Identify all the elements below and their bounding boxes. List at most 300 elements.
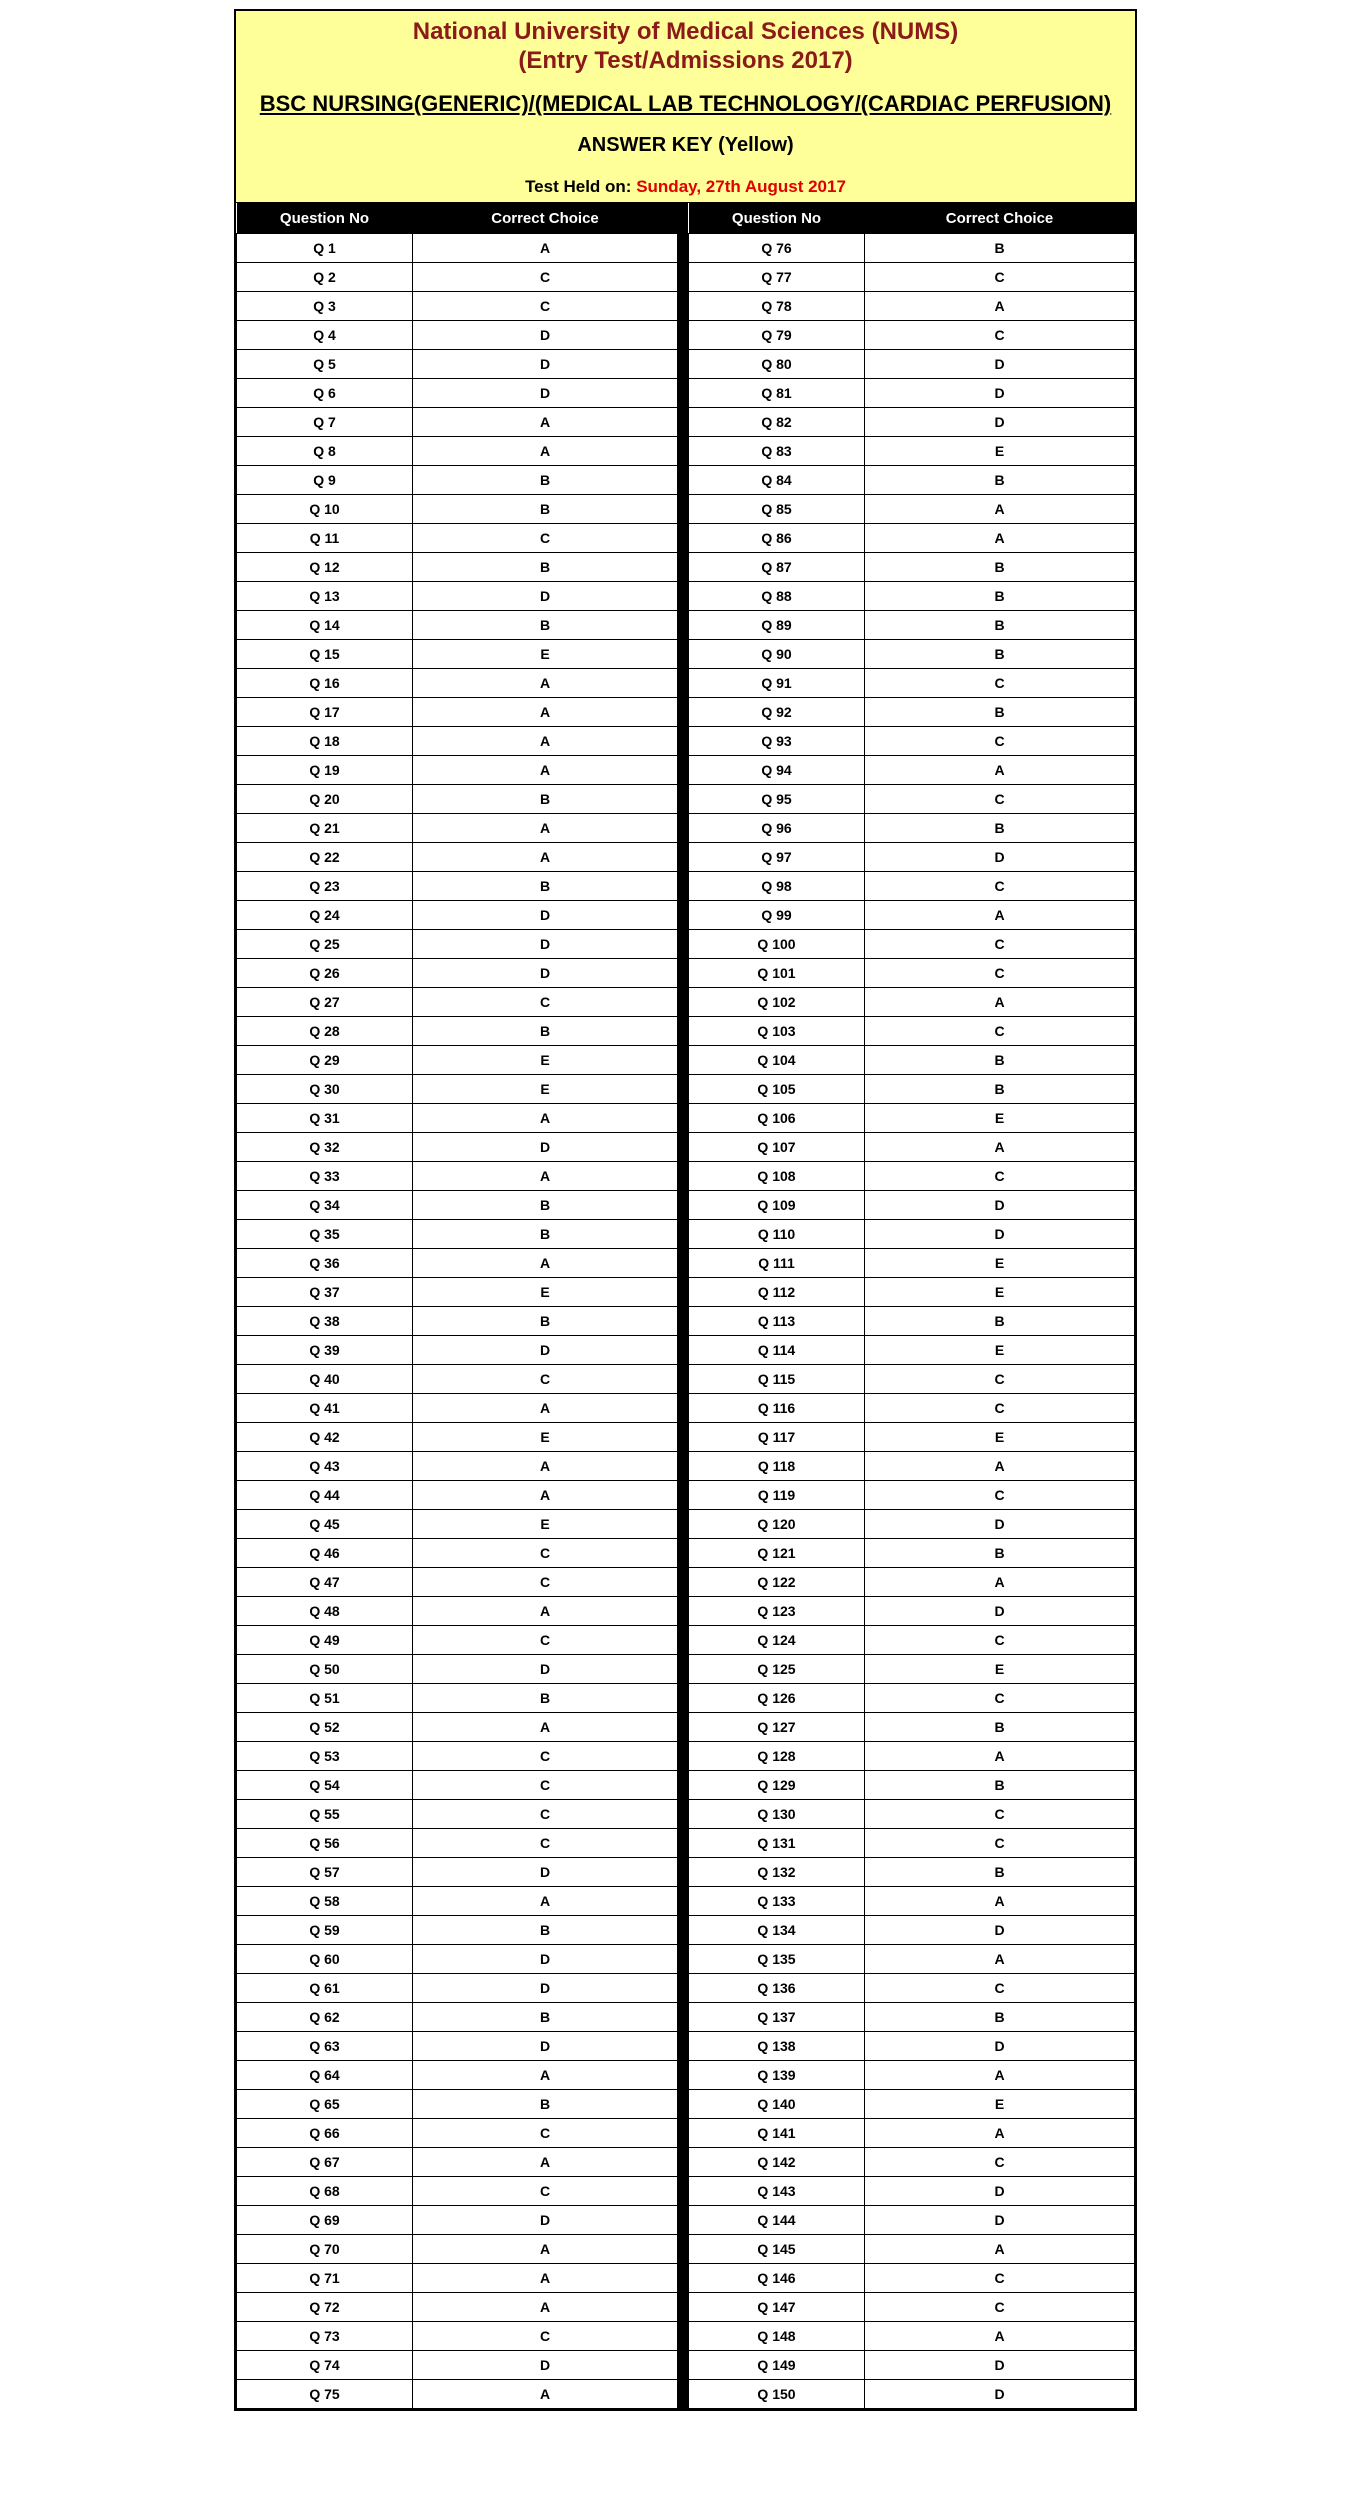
correct-choice: D: [865, 2177, 1135, 2206]
table-row: [237, 553, 678, 582]
correct-choice: E: [865, 1278, 1135, 1307]
table-row: [237, 1249, 678, 1278]
table-row: [237, 843, 678, 872]
table-row: [689, 321, 1135, 350]
table-row: [689, 698, 1135, 727]
question-number: Q 115: [689, 1365, 865, 1394]
correct-choice: B: [865, 553, 1135, 582]
table-row: [689, 1945, 1135, 1974]
correct-choice: E: [413, 1510, 678, 1539]
correct-choice: C: [413, 988, 678, 1017]
question-number: Q 85: [689, 495, 865, 524]
table-row: [237, 1307, 678, 1336]
correct-choice: D: [865, 408, 1135, 437]
question-number: Q 145: [689, 2235, 865, 2264]
table-row: [237, 2264, 678, 2293]
question-number: Q 49: [237, 1626, 413, 1655]
question-number: Q 98: [689, 872, 865, 901]
correct-choice: A: [413, 437, 678, 466]
correct-choice: A: [865, 1133, 1135, 1162]
table-row: [237, 2032, 678, 2061]
question-number: Q 56: [237, 1829, 413, 1858]
table-row: [689, 1800, 1135, 1829]
table-row: [237, 2061, 678, 2090]
question-number: Q 16: [237, 669, 413, 698]
answer-table-left-body: [237, 234, 678, 2409]
correct-choice: D: [865, 843, 1135, 872]
correct-choice: C: [865, 1800, 1135, 1829]
table-row: [237, 1829, 678, 1858]
question-number: Q 60: [237, 1945, 413, 1974]
correct-choice: A: [413, 1162, 678, 1191]
question-number: Q 64: [237, 2061, 413, 2090]
table-row: [237, 2177, 678, 2206]
correct-choice: E: [413, 1423, 678, 1452]
question-number: Q 122: [689, 1568, 865, 1597]
question-number: Q 134: [689, 1916, 865, 1945]
table-row: [689, 785, 1135, 814]
table-row: [689, 872, 1135, 901]
table-row: [689, 1452, 1135, 1481]
table-row: [689, 2322, 1135, 2351]
correct-choice: C: [865, 785, 1135, 814]
correct-choice: A: [413, 2061, 678, 2090]
correct-choice: B: [865, 814, 1135, 843]
table-row: [237, 1365, 678, 1394]
table-row: [689, 1510, 1135, 1539]
correct-choice: D: [865, 1191, 1135, 1220]
question-number: Q 112: [689, 1278, 865, 1307]
table-row: [237, 292, 678, 321]
correct-choice: C: [865, 1684, 1135, 1713]
table-row: [689, 582, 1135, 611]
correct-choice: B: [865, 698, 1135, 727]
question-number: Q 87: [689, 553, 865, 582]
question-no-header: Question No: [237, 203, 413, 234]
correct-choice: A: [413, 2148, 678, 2177]
question-number: Q 113: [689, 1307, 865, 1336]
correct-choice: B: [865, 1539, 1135, 1568]
table-row: [689, 1597, 1135, 1626]
question-number: Q 47: [237, 1568, 413, 1597]
correct-choice: A: [413, 2264, 678, 2293]
question-number: Q 135: [689, 1945, 865, 1974]
table-row: [237, 727, 678, 756]
correct-choice: B: [865, 1713, 1135, 1742]
question-number: Q 35: [237, 1220, 413, 1249]
correct-choice: C: [865, 263, 1135, 292]
table-row: [237, 2322, 678, 2351]
question-number: Q 68: [237, 2177, 413, 2206]
question-number: Q 40: [237, 1365, 413, 1394]
table-row: [689, 1017, 1135, 1046]
table-row: [237, 2003, 678, 2032]
question-number: Q 82: [689, 408, 865, 437]
correct-choice: D: [413, 1945, 678, 1974]
question-number: Q 22: [237, 843, 413, 872]
correct-choice: E: [413, 640, 678, 669]
table-row: [689, 2380, 1135, 2409]
correct-choice: D: [865, 1597, 1135, 1626]
correct-choice: A: [413, 2293, 678, 2322]
table-row: [689, 1104, 1135, 1133]
correct-choice: C: [413, 524, 678, 553]
correct-choice: B: [413, 1684, 678, 1713]
table-row: [237, 1075, 678, 1104]
correct-choice: C: [865, 872, 1135, 901]
question-number: Q 140: [689, 2090, 865, 2119]
table-row: [689, 814, 1135, 843]
question-number: Q 137: [689, 2003, 865, 2032]
question-number: Q 53: [237, 1742, 413, 1771]
question-number: Q 138: [689, 2032, 865, 2061]
correct-choice: B: [413, 785, 678, 814]
question-number: Q 119: [689, 1481, 865, 1510]
question-number: Q 79: [689, 321, 865, 350]
table-row: [237, 756, 678, 785]
correct-choice: B: [865, 234, 1135, 263]
question-number: Q 96: [689, 814, 865, 843]
test-date-row: [236, 177, 1135, 197]
table-row: [689, 1249, 1135, 1278]
question-number: Q 20: [237, 785, 413, 814]
correct-choice: E: [865, 2090, 1135, 2119]
correct-choice: B: [413, 1916, 678, 1945]
correct-choice: B: [865, 1046, 1135, 1075]
question-number: Q 103: [689, 1017, 865, 1046]
correct-choice: D: [413, 2032, 678, 2061]
correct-choice: A: [865, 1568, 1135, 1597]
table-row: [689, 2264, 1135, 2293]
question-number: Q 37: [237, 1278, 413, 1307]
answer-table-right: [688, 203, 1135, 2409]
table-row: [237, 379, 678, 408]
correct-choice: A: [865, 2322, 1135, 2351]
question-number: Q 131: [689, 1829, 865, 1858]
question-number: Q 31: [237, 1104, 413, 1133]
correct-choice: B: [413, 553, 678, 582]
question-number: Q 107: [689, 1133, 865, 1162]
table-row: [237, 466, 678, 495]
correct-choice: D: [413, 959, 678, 988]
question-number: Q 93: [689, 727, 865, 756]
question-number: Q 39: [237, 1336, 413, 1365]
correct-choice: C: [865, 1626, 1135, 1655]
correct-choice: A: [865, 1887, 1135, 1916]
correct-choice: A: [413, 814, 678, 843]
table-row: [689, 640, 1135, 669]
correct-choice: D: [413, 1974, 678, 2003]
table-row: [689, 2351, 1135, 2380]
question-number: Q 109: [689, 1191, 865, 1220]
table-row: [689, 1191, 1135, 1220]
column-divider: [678, 203, 688, 2409]
question-number: Q 58: [237, 1887, 413, 1916]
table-row: [237, 1742, 678, 1771]
correct-choice: C: [865, 669, 1135, 698]
question-number: Q 25: [237, 930, 413, 959]
table-row: [689, 379, 1135, 408]
question-number: Q 48: [237, 1597, 413, 1626]
table-row: [689, 2032, 1135, 2061]
table-row: [689, 1046, 1135, 1075]
question-number: Q 92: [689, 698, 865, 727]
table-row: [689, 1655, 1135, 1684]
question-number: Q 43: [237, 1452, 413, 1481]
table-row: [689, 1829, 1135, 1858]
table-row: [689, 408, 1135, 437]
correct-choice: B: [865, 1307, 1135, 1336]
table-row: [689, 1365, 1135, 1394]
correct-choice: D: [413, 1336, 678, 1365]
question-number: Q 94: [689, 756, 865, 785]
table-row: [237, 321, 678, 350]
question-number: Q 75: [237, 2380, 413, 2409]
correct-choice: D: [865, 1220, 1135, 1249]
question-no-header: Question No: [689, 203, 865, 234]
correct-choice: D: [413, 321, 678, 350]
correct-choice: C: [413, 2322, 678, 2351]
question-number: Q 24: [237, 901, 413, 930]
correct-choice: B: [413, 1307, 678, 1336]
question-number: Q 77: [689, 263, 865, 292]
question-number: Q 148: [689, 2322, 865, 2351]
correct-choice: C: [413, 1829, 678, 1858]
table-row: [689, 1974, 1135, 2003]
question-number: Q 108: [689, 1162, 865, 1191]
question-number: Q 55: [237, 1800, 413, 1829]
question-number: Q 14: [237, 611, 413, 640]
table-row: [237, 1162, 678, 1191]
correct-choice: A: [865, 756, 1135, 785]
correct-choice: E: [865, 1423, 1135, 1452]
question-number: Q 62: [237, 2003, 413, 2032]
correct-choice: D: [413, 1655, 678, 1684]
table-row: [237, 1887, 678, 1916]
correct-choice: C: [413, 1771, 678, 1800]
correct-choice: C: [865, 959, 1135, 988]
correct-choice: D: [865, 2206, 1135, 2235]
correct-choice: A: [413, 234, 678, 263]
correct-choice: C: [413, 2119, 678, 2148]
table-row: [689, 1423, 1135, 1452]
question-number: Q 84: [689, 466, 865, 495]
correct-choice: A: [865, 1945, 1135, 1974]
correct-choice: E: [865, 437, 1135, 466]
table-row: [237, 350, 678, 379]
correct-choice: D: [413, 350, 678, 379]
table-row: [689, 988, 1135, 1017]
correct-choice: A: [413, 2235, 678, 2264]
table-row: [237, 901, 678, 930]
correct-choice: B: [413, 2003, 678, 2032]
question-number: Q 80: [689, 350, 865, 379]
correct-choice: C: [413, 1742, 678, 1771]
correct-choice: A: [413, 2380, 678, 2409]
table-header-row: [689, 203, 1135, 234]
table-row: [689, 437, 1135, 466]
table-row: [237, 1510, 678, 1539]
correct-choice: D: [413, 2206, 678, 2235]
correct-choice: A: [413, 669, 678, 698]
correct-choice: A: [865, 292, 1135, 321]
correct-choice: B: [413, 2090, 678, 2119]
table-row: [689, 263, 1135, 292]
question-number: Q 136: [689, 1974, 865, 2003]
correct-choice: C: [865, 1162, 1135, 1191]
correct-choice: E: [865, 1104, 1135, 1133]
question-number: Q 111: [689, 1249, 865, 1278]
table-row: [237, 524, 678, 553]
question-number: Q 45: [237, 1510, 413, 1539]
question-number: Q 23: [237, 872, 413, 901]
table-row: [237, 1568, 678, 1597]
table-row: [689, 1626, 1135, 1655]
table-row: [689, 1481, 1135, 1510]
table-row: [689, 1162, 1135, 1191]
question-number: Q 73: [237, 2322, 413, 2351]
question-number: Q 44: [237, 1481, 413, 1510]
correct-choice-header: Correct Choice: [865, 203, 1135, 234]
answer-tables: [236, 203, 1135, 2409]
question-number: Q 17: [237, 698, 413, 727]
question-number: Q 2: [237, 263, 413, 292]
table-row: [237, 1945, 678, 1974]
question-number: Q 129: [689, 1771, 865, 1800]
table-row: [689, 1220, 1135, 1249]
question-number: Q 12: [237, 553, 413, 582]
correct-choice: C: [413, 1626, 678, 1655]
question-number: Q 150: [689, 2380, 865, 2409]
table-row: [689, 727, 1135, 756]
question-number: Q 78: [689, 292, 865, 321]
question-number: Q 105: [689, 1075, 865, 1104]
table-row: [237, 814, 678, 843]
question-number: Q 91: [689, 669, 865, 698]
question-number: Q 69: [237, 2206, 413, 2235]
table-row: [237, 1684, 678, 1713]
table-row: [689, 350, 1135, 379]
question-number: Q 90: [689, 640, 865, 669]
correct-choice: C: [865, 1829, 1135, 1858]
table-row: [237, 408, 678, 437]
question-number: Q 38: [237, 1307, 413, 1336]
table-row: [689, 524, 1135, 553]
correct-choice: A: [413, 1481, 678, 1510]
question-number: Q 74: [237, 2351, 413, 2380]
correct-choice: A: [865, 2235, 1135, 2264]
question-number: Q 7: [237, 408, 413, 437]
question-number: Q 143: [689, 2177, 865, 2206]
table-row: [689, 1916, 1135, 1945]
correct-choice: C: [413, 292, 678, 321]
table-row: [237, 785, 678, 814]
table-row: [237, 2119, 678, 2148]
table-row: [689, 1075, 1135, 1104]
table-row: [237, 872, 678, 901]
question-number: Q 11: [237, 524, 413, 553]
question-number: Q 71: [237, 2264, 413, 2293]
question-number: Q 21: [237, 814, 413, 843]
question-number: Q 27: [237, 988, 413, 1017]
question-number: Q 132: [689, 1858, 865, 1887]
table-row: [237, 1017, 678, 1046]
question-number: Q 81: [689, 379, 865, 408]
question-number: Q 18: [237, 727, 413, 756]
correct-choice: E: [413, 1278, 678, 1307]
question-number: Q 146: [689, 2264, 865, 2293]
table-row: [237, 1423, 678, 1452]
table-row: [237, 2235, 678, 2264]
program-title: BSC NURSING(GENERIC)/(MEDICAL LAB TECHNOLOGY/(CARDIAC PERFUSION): [259, 91, 1112, 116]
correct-choice: B: [865, 640, 1135, 669]
correct-choice: B: [413, 872, 678, 901]
table-row: [237, 2293, 678, 2322]
question-number: Q 15: [237, 640, 413, 669]
table-row: [237, 1220, 678, 1249]
question-number: Q 128: [689, 1742, 865, 1771]
question-number: Q 110: [689, 1220, 865, 1249]
question-number: Q 34: [237, 1191, 413, 1220]
question-number: Q 123: [689, 1597, 865, 1626]
correct-choice: C: [413, 2177, 678, 2206]
correct-choice: D: [413, 582, 678, 611]
question-number: Q 50: [237, 1655, 413, 1684]
question-number: Q 3: [237, 292, 413, 321]
correct-choice: A: [865, 1742, 1135, 1771]
question-number: Q 28: [237, 1017, 413, 1046]
correct-choice: A: [865, 2061, 1135, 2090]
table-row: [237, 988, 678, 1017]
table-row: [689, 843, 1135, 872]
question-number: Q 124: [689, 1626, 865, 1655]
table-row: [237, 1597, 678, 1626]
question-number: Q 29: [237, 1046, 413, 1075]
correct-choice: E: [865, 1655, 1135, 1684]
table-row: [237, 959, 678, 988]
table-row: [237, 2351, 678, 2380]
table-row: [237, 1278, 678, 1307]
question-number: Q 117: [689, 1423, 865, 1452]
correct-choice: C: [865, 1974, 1135, 2003]
correct-choice: C: [865, 1017, 1135, 1046]
question-number: Q 102: [689, 988, 865, 1017]
correct-choice: D: [865, 350, 1135, 379]
question-number: Q 26: [237, 959, 413, 988]
table-row: [237, 669, 678, 698]
table-row: [237, 1046, 678, 1075]
question-number: Q 99: [689, 901, 865, 930]
correct-choice: B: [413, 1017, 678, 1046]
question-number: Q 10: [237, 495, 413, 524]
question-number: Q 89: [689, 611, 865, 640]
correct-choice: D: [865, 2351, 1135, 2380]
table-row: [689, 234, 1135, 263]
correct-choice: C: [865, 321, 1135, 350]
correct-choice: C: [865, 2148, 1135, 2177]
question-number: Q 61: [237, 1974, 413, 2003]
table-row: [689, 1307, 1135, 1336]
question-number: Q 4: [237, 321, 413, 350]
question-number: Q 36: [237, 1249, 413, 1278]
correct-choice: A: [413, 1249, 678, 1278]
question-number: Q 133: [689, 1887, 865, 1916]
correct-choice: A: [413, 698, 678, 727]
question-number: Q 95: [689, 785, 865, 814]
table-row: [689, 930, 1135, 959]
correct-choice: D: [413, 2351, 678, 2380]
table-row: [689, 1858, 1135, 1887]
